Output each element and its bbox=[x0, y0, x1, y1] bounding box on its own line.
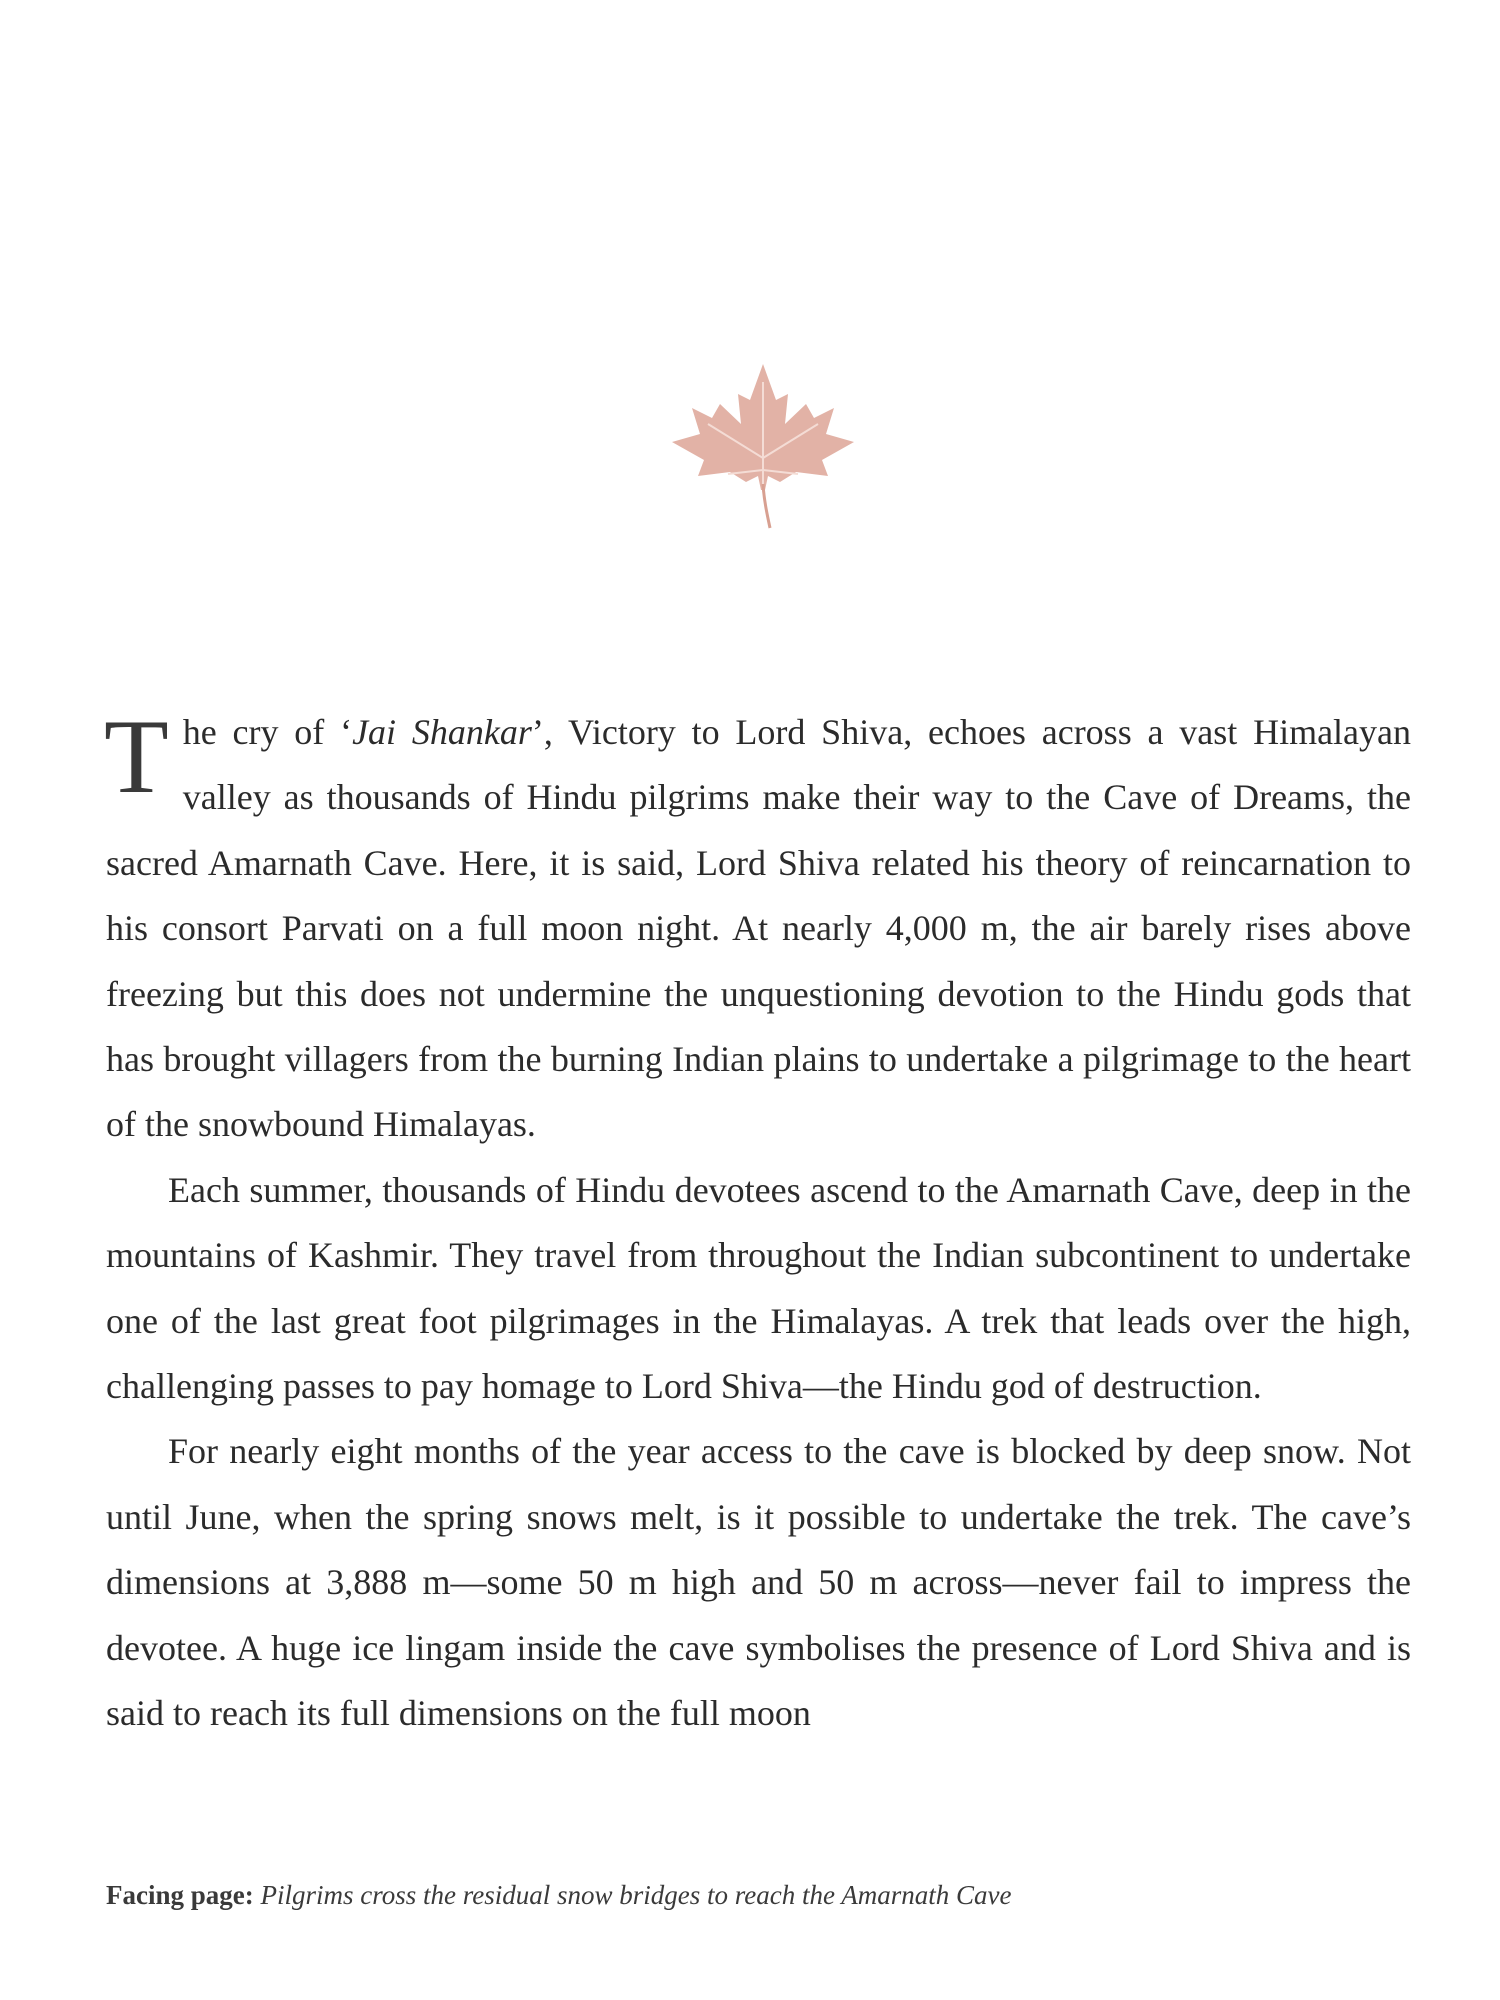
paragraph-1-opening: he cry of ‘ bbox=[182, 712, 353, 752]
photo-caption bbox=[106, 1880, 1011, 1911]
caption-text: Pilgrims cross the residual snow bridges to reach the Amarnath Cave bbox=[260, 1880, 1012, 1910]
caption-label: Facing page: bbox=[106, 1880, 254, 1910]
paragraph-1 bbox=[106, 700, 1411, 1158]
jai-shankar-phrase: Jai Shankar bbox=[352, 712, 532, 752]
paragraph-2: Each summer, thousands of Hindu devotees ascend to the Amarnath Cave, deep in the mountains of Kashmir. They travel from throughout the Indian subcontinent to undertake one of the last great foot pilgrimages in the Himalayas. A trek that leads over the high, challenging passes to pay homage to Lord Shiva—the Hindu god of destruction. bbox=[106, 1169, 1411, 1407]
paragraph-1-text: ’, Victory to Lord Shiva, echoes across a vast Himalayan valley as thousands of Hindu pilgrims make their way to the Cave of Dreams, the sacred Amarnath Cave. Here, it is said, Lord Shiva related his theory of reincarnation to his consort Parvati on a full moon night. At nearly 4,000 m, the air barely rises above freezing but this does not undermine the unquestioning devotion to the Hindu gods that has brought villagers from the burning Indian plains to undertake a pilgrimage to the heart of the snowbound Himalayas. bbox=[106, 712, 1412, 1145]
maple-leaf-icon bbox=[668, 362, 858, 532]
article-body bbox=[106, 700, 1411, 1747]
drop-cap: T bbox=[104, 698, 169, 815]
paragraph-3: For nearly eight months of the year access to the cave is blocked by deep snow. Not until June, when the spring snows melt, is it possible to undertake the trek. The cave’s dimensions at 3,888 m—some 50 m high and 50 m across—never fail to impress the devotee. A huge ice lingam inside the cave symbolises the presence of Lord Shiva and is said to reach its full dimensions on the full moon bbox=[106, 1431, 1411, 1734]
